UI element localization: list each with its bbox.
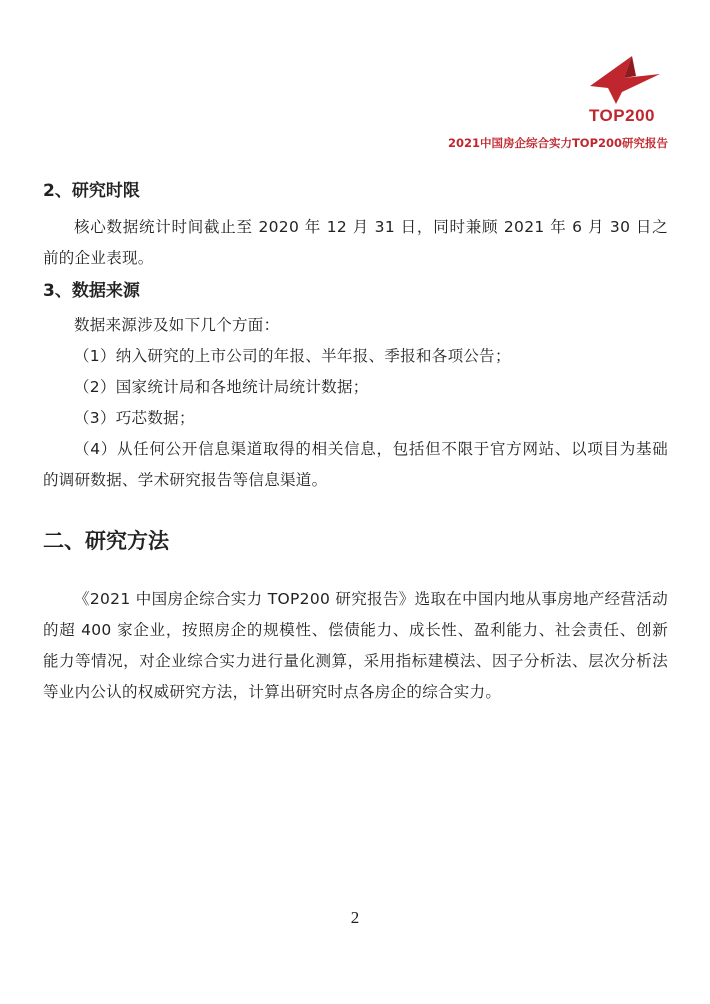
- source-item-3: （3）巧芯数据；: [74, 409, 195, 427]
- section-heading-source: 3、数据来源: [43, 281, 140, 301]
- logo-text: TOP200: [588, 106, 655, 125]
- source-item-1: （1）纳入研究的上市公司的年报、半年报、季报和各项公告；: [74, 347, 511, 365]
- section-heading-method: 二、研究方法: [43, 529, 169, 553]
- method-paragraph: 《2021 中国房企综合实力 TOP200 研究报告》选取在中国内地从事房地产经营活动的超 400 家企业，按照房企的规模性、偿债能力、成长性、盈利能力、社会责任、创新能力等情况，对企业综合实力进行量化测算，采用指标建模法、因子分析法、层次分析法等业内公认的权威研究方法，计算出研究时点各房企的综合实力。: [43, 590, 668, 701]
- page-number: 2: [350, 908, 360, 927]
- document-body: [43, 178, 668, 708]
- source-item-2: （2）国家统计局和各地统计局统计数据；: [74, 378, 369, 396]
- report-title: 2021中国房企综合实力TOP200研究报告: [447, 136, 668, 150]
- section-heading-time: 2、研究时限: [43, 181, 140, 201]
- time-paragraph: 核心数据统计时间截止至 2020 年 12 月 31 日，同时兼顾 2021 年 6 月 30 日之前的企业表现。: [43, 218, 668, 267]
- source-intro: 数据来源涉及如下几个方面：: [74, 316, 280, 334]
- top200-logo: [572, 48, 672, 128]
- top200-star-icon: [572, 48, 672, 108]
- source-item-4: （4）从任何公开信息渠道取得的相关信息，包括但不限于官方网站、以项目为基础的调研数据、学术研究报告等信息渠道。: [43, 440, 668, 489]
